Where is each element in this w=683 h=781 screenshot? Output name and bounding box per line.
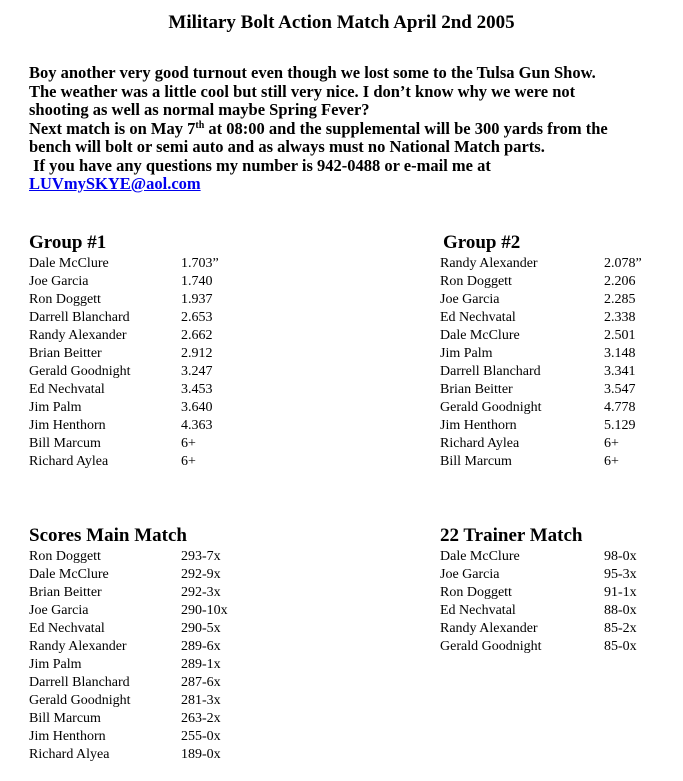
score-value: 2.078”: [604, 256, 642, 271]
shooter-name: Ed Nechvatal: [29, 621, 105, 636]
result-row: [440, 566, 637, 584]
score-value: 289-6x: [181, 639, 221, 654]
result-row: [29, 363, 219, 381]
shooter-name: Ron Doggett: [440, 585, 512, 600]
result-row: [440, 363, 642, 381]
shooter-name: Gerald Goodnight: [440, 639, 542, 654]
shooter-name: Richard Alyea: [29, 747, 110, 762]
score-value: 85-2x: [604, 621, 637, 636]
shooter-name: Ron Doggett: [29, 292, 101, 307]
score-value: 293-7x: [181, 549, 221, 564]
shooter-name: Dale McClure: [440, 549, 520, 564]
result-row: [29, 417, 219, 435]
result-row: [440, 255, 642, 273]
page-title: Military Bolt Action Match April 2nd 2005: [168, 12, 515, 33]
email-link[interactable]: LUVmySKYE@aol.com: [29, 174, 201, 193]
score-value: 3.341: [604, 364, 636, 379]
result-row: [29, 602, 228, 620]
result-row: [440, 309, 642, 327]
shooter-name: Dale McClure: [440, 328, 520, 343]
shooter-name: Bill Marcum: [29, 436, 101, 451]
score-value: 292-9x: [181, 567, 221, 582]
result-row: [440, 602, 637, 620]
score-value: 95-3x: [604, 567, 637, 582]
shooter-name: Ron Doggett: [440, 274, 512, 289]
result-row: [29, 453, 219, 471]
result-row: [440, 381, 642, 399]
score-value: 255-0x: [181, 729, 221, 744]
shooter-name: Richard Aylea: [440, 436, 520, 451]
score-value: 1.703”: [181, 256, 219, 271]
result-row: [29, 566, 228, 584]
score-value: 88-0x: [604, 603, 637, 618]
shooter-name: Dale McClure: [29, 256, 109, 271]
intro-line: The weather was a little cool but still very nice. I don’t know why we were not: [29, 81, 576, 101]
intro-line: shooting as well as normal maybe Spring Fever?: [29, 100, 370, 119]
score-value: 3.247: [181, 364, 213, 379]
score-value: 85-0x: [604, 639, 637, 654]
result-row: [29, 435, 219, 453]
next-match-text-rest: at 08:00 and the supplemental will be 300 yards from the: [204, 118, 608, 138]
shooter-name: Randy Alexander: [440, 621, 538, 636]
email-line: [29, 175, 679, 194]
score-value: 91-1x: [604, 585, 637, 600]
result-row: [29, 291, 219, 309]
result-row: [29, 345, 219, 363]
score-value: 189-0x: [181, 747, 221, 762]
result-row: [29, 548, 228, 566]
result-row: [440, 291, 642, 309]
result-row: [29, 309, 219, 327]
shooter-name: Darrell Blanchard: [29, 310, 130, 325]
result-row: [29, 692, 228, 710]
shooter-name: Randy Alexander: [29, 639, 127, 654]
shooter-name: Gerald Goodnight: [29, 693, 131, 708]
result-row: [29, 746, 228, 764]
scores-main-match: [29, 525, 228, 764]
score-value: 2.662: [181, 328, 213, 343]
shooter-name: Joe Garcia: [29, 274, 89, 289]
result-row: [440, 548, 637, 566]
result-row: [29, 584, 228, 602]
results-list: [440, 255, 642, 471]
shooter-name: Joe Garcia: [440, 567, 500, 582]
score-value: 289-1x: [181, 657, 221, 672]
result-row: [29, 710, 228, 728]
score-value: 2.501: [604, 328, 636, 343]
score-value: 6+: [604, 454, 619, 469]
shooter-name: Joe Garcia: [440, 292, 500, 307]
shooter-name: Gerald Goodnight: [440, 400, 542, 415]
shooter-name: Ed Nechvatal: [440, 603, 516, 618]
result-row: [29, 656, 228, 674]
score-value: 281-3x: [181, 693, 221, 708]
result-row: [29, 381, 219, 399]
result-row: [440, 584, 637, 602]
score-value: 98-0x: [604, 549, 637, 564]
trainer-match-results: [440, 525, 637, 656]
result-row: [29, 674, 228, 692]
shooter-name: Jim Henthorn: [29, 729, 106, 744]
shooter-name: Jim Palm: [440, 346, 493, 361]
score-value: 2.285: [604, 292, 636, 307]
score-value: 263-2x: [181, 711, 221, 726]
result-row: [440, 435, 642, 453]
shooter-name: Jim Henthorn: [29, 418, 106, 433]
result-row: [29, 620, 228, 638]
score-value: 3.547: [604, 382, 636, 397]
intro-line: If you have any questions my number is 942-0488 or e-mail me at: [29, 155, 491, 175]
shooter-name: Randy Alexander: [29, 328, 127, 343]
shooter-name: Ed Nechvatal: [440, 310, 516, 325]
score-value: 1.740: [181, 274, 213, 289]
score-value: 1.937: [181, 292, 213, 307]
intro-line: bench will bolt or semi auto and as always must no National Match parts.: [29, 137, 545, 156]
section-heading: Group #2: [443, 232, 521, 253]
group-2-results: [440, 232, 642, 471]
score-value: 290-5x: [181, 621, 221, 636]
results-list: [29, 548, 228, 764]
results-list: [29, 255, 219, 471]
shooter-name: Bill Marcum: [29, 711, 101, 726]
score-value: 290-10x: [181, 603, 228, 618]
section-heading: Scores Main Match: [29, 525, 187, 546]
result-row: [440, 417, 642, 435]
section-heading: Group #1: [29, 232, 107, 253]
shooter-name: Darrell Blanchard: [440, 364, 541, 379]
score-value: 6+: [604, 436, 619, 451]
shooter-name: Joe Garcia: [29, 603, 89, 618]
shooter-name: Jim Henthorn: [440, 418, 517, 433]
shooter-name: Brian Beitter: [440, 382, 513, 397]
result-row: [29, 399, 219, 417]
score-value: 4.778: [604, 400, 636, 415]
intro-line: Boy another very good turnout even though we lost some to the Tulsa Gun Show.: [29, 63, 596, 82]
result-row: [29, 273, 219, 291]
intro-text: [29, 64, 679, 194]
result-row: [440, 327, 642, 345]
group-1-results: [29, 232, 219, 471]
score-value: 2.206: [604, 274, 636, 289]
shooter-name: Bill Marcum: [440, 454, 512, 469]
score-value: 2.912: [181, 346, 213, 361]
results-list: [440, 548, 637, 656]
score-value: 3.453: [181, 382, 213, 397]
result-row: [29, 638, 228, 656]
section-heading: 22 Trainer Match: [440, 525, 583, 546]
shooter-name: Dale McClure: [29, 567, 109, 582]
score-value: 5.129: [604, 418, 636, 433]
score-value: 2.653: [181, 310, 213, 325]
result-row: [440, 620, 637, 638]
shooter-name: Richard Aylea: [29, 454, 109, 469]
result-row: [29, 728, 228, 746]
shooter-name: Jim Palm: [29, 657, 82, 672]
score-value: 6+: [181, 454, 196, 469]
result-row: [440, 453, 642, 471]
shooter-name: Ed Nechvatal: [29, 382, 105, 397]
score-value: 4.363: [181, 418, 213, 433]
shooter-name: Gerald Goodnight: [29, 364, 131, 379]
intro-line-next-match: [29, 120, 679, 139]
next-match-text: Next match is on May 7: [29, 118, 196, 138]
score-value: 6+: [181, 436, 196, 451]
shooter-name: Darrell Blanchard: [29, 675, 130, 690]
shooter-name: Brian Beitter: [29, 346, 102, 361]
shooter-name: Brian Beitter: [29, 585, 102, 600]
result-row: [440, 345, 642, 363]
result-row: [440, 273, 642, 291]
result-row: [440, 399, 642, 417]
score-value: 3.640: [181, 400, 213, 415]
score-value: 287-6x: [181, 675, 221, 690]
shooter-name: Jim Palm: [29, 400, 82, 415]
result-row: [29, 327, 219, 345]
score-value: 2.338: [604, 310, 636, 325]
result-row: [29, 255, 219, 273]
ordinal-suffix: th: [195, 119, 205, 131]
result-row: [440, 638, 637, 656]
score-value: 292-3x: [181, 585, 221, 600]
shooter-name: Randy Alexander: [440, 256, 538, 271]
shooter-name: Ron Doggett: [29, 549, 101, 564]
score-value: 3.148: [604, 346, 636, 361]
